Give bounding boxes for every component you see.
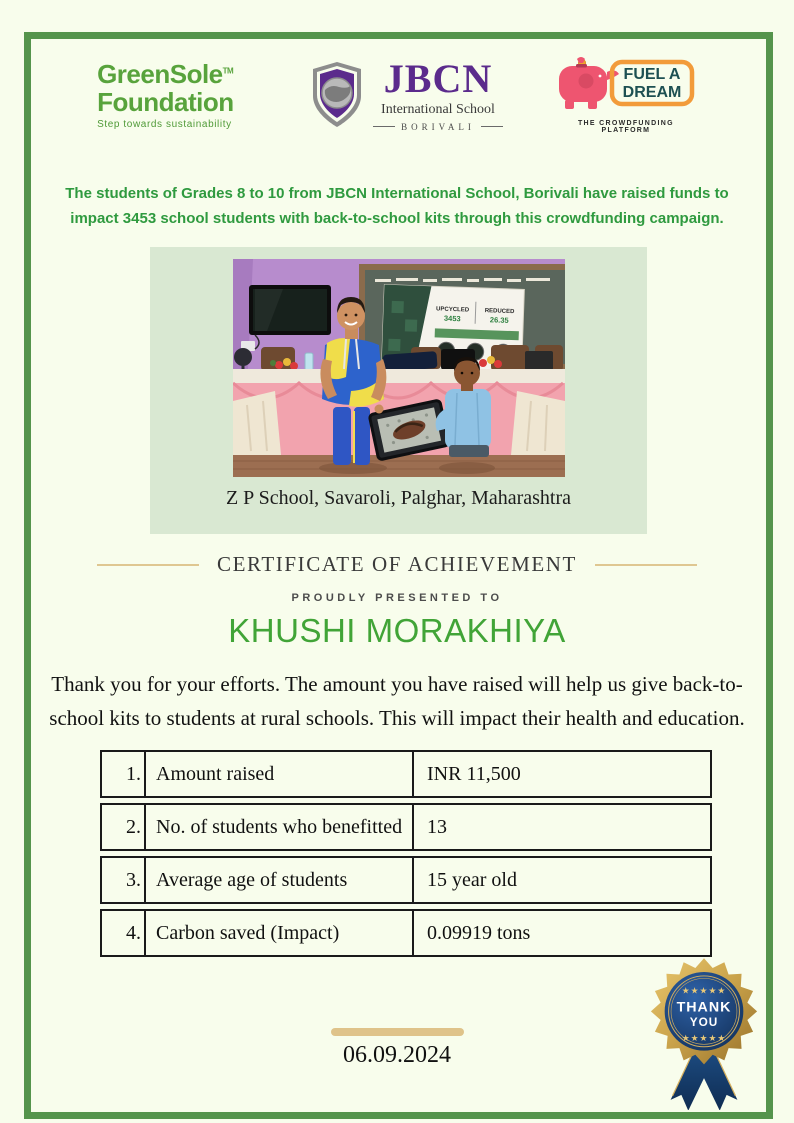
jbcn-subtitle: International School xyxy=(381,101,495,117)
banner-reduced-value: 26.35 xyxy=(489,315,509,325)
banner-reduced-label: REDUCED xyxy=(484,308,514,316)
dash-rule xyxy=(373,126,395,127)
row-label: No. of students who benefitted xyxy=(156,815,403,838)
greensole-foundation-wordmark: Foundation xyxy=(97,86,234,117)
jbcn-wordmark: JBCN xyxy=(383,55,493,101)
dream-text: DREAM xyxy=(622,84,682,101)
table-row xyxy=(100,856,712,904)
row-value: 13 xyxy=(412,805,710,849)
row-value: 15 year old xyxy=(412,858,710,902)
campaign-intro-text: The students of Grades 8 to 10 from JBCN International School, Borivali have raised funds to impact 3453 school students with back-to-school kits through this crowdfunding campaign. xyxy=(65,185,729,227)
row-number: 4. xyxy=(102,911,146,955)
heading-rule-right xyxy=(595,564,697,566)
elephant-piggybank-icon xyxy=(555,56,697,112)
jbcn-school-logo xyxy=(309,55,503,132)
certificate-heading-row xyxy=(0,552,794,577)
certificate-title: CERTIFICATE OF ACHIEVEMENT xyxy=(216,552,577,576)
recipient-name: KHUSHI MORAKHIYA xyxy=(228,612,566,649)
row-label: Amount raised xyxy=(156,762,275,785)
fuel-a-dream-logo xyxy=(555,56,697,134)
jbcn-campus: BORIVALI xyxy=(401,121,475,132)
row-label: Carbon saved (Impact) xyxy=(156,921,340,944)
logo-row xyxy=(0,56,794,134)
row-number: 3. xyxy=(102,858,146,902)
impact-table xyxy=(100,750,712,957)
school-photo-illustration xyxy=(233,259,565,477)
thank-you-message: Thank you for your efforts. The amount you have raised will help us give back-to-school kits to students at rural schools. This will impact their health and education. xyxy=(49,672,745,730)
fuel-a-dream-tagline: THE CROWDFUNDING PLATFORM xyxy=(577,120,674,134)
row-number: 2. xyxy=(102,805,146,849)
photo-panel xyxy=(150,247,647,534)
greensole-foundation-logo xyxy=(97,58,257,130)
banner-upcycled-label: UPCYCLED xyxy=(435,306,469,314)
heading-rule-left xyxy=(97,564,199,566)
certificate-date: 06.09.2024 xyxy=(343,1042,451,1068)
thank-you-badge xyxy=(645,952,763,1110)
row-value: 0.09919 tons xyxy=(412,911,710,955)
row-value: INR 11,500 xyxy=(412,752,710,796)
badge-stars-bottom: ★★★★★ xyxy=(681,1033,727,1044)
table-row xyxy=(100,803,712,851)
badge-you-text: YOU xyxy=(689,1015,719,1030)
greensole-tagline: Step towards sustainability xyxy=(97,118,232,130)
fuel-a-text: FUEL A xyxy=(623,66,681,83)
row-number: 1. xyxy=(102,752,146,796)
badge-stars-top: ★★★★★ xyxy=(681,986,727,997)
dash-rule xyxy=(481,126,503,127)
jbcn-shield-icon xyxy=(309,60,365,130)
banner-upcycled-value: 3453 xyxy=(443,313,461,324)
table-row xyxy=(100,750,712,798)
trademark-symbol: TM xyxy=(222,65,234,75)
row-label: Average age of students xyxy=(156,868,348,891)
date-rule xyxy=(331,1028,464,1036)
greensole-wordmark: GreenSole xyxy=(97,58,223,89)
photo-caption: Z P School, Savaroli, Palghar, Maharashtra xyxy=(225,487,572,509)
presented-to-label: PROUDLY PRESENTED TO xyxy=(291,592,503,604)
table-row xyxy=(100,909,712,957)
badge-thank-text: THANK xyxy=(676,999,732,1016)
